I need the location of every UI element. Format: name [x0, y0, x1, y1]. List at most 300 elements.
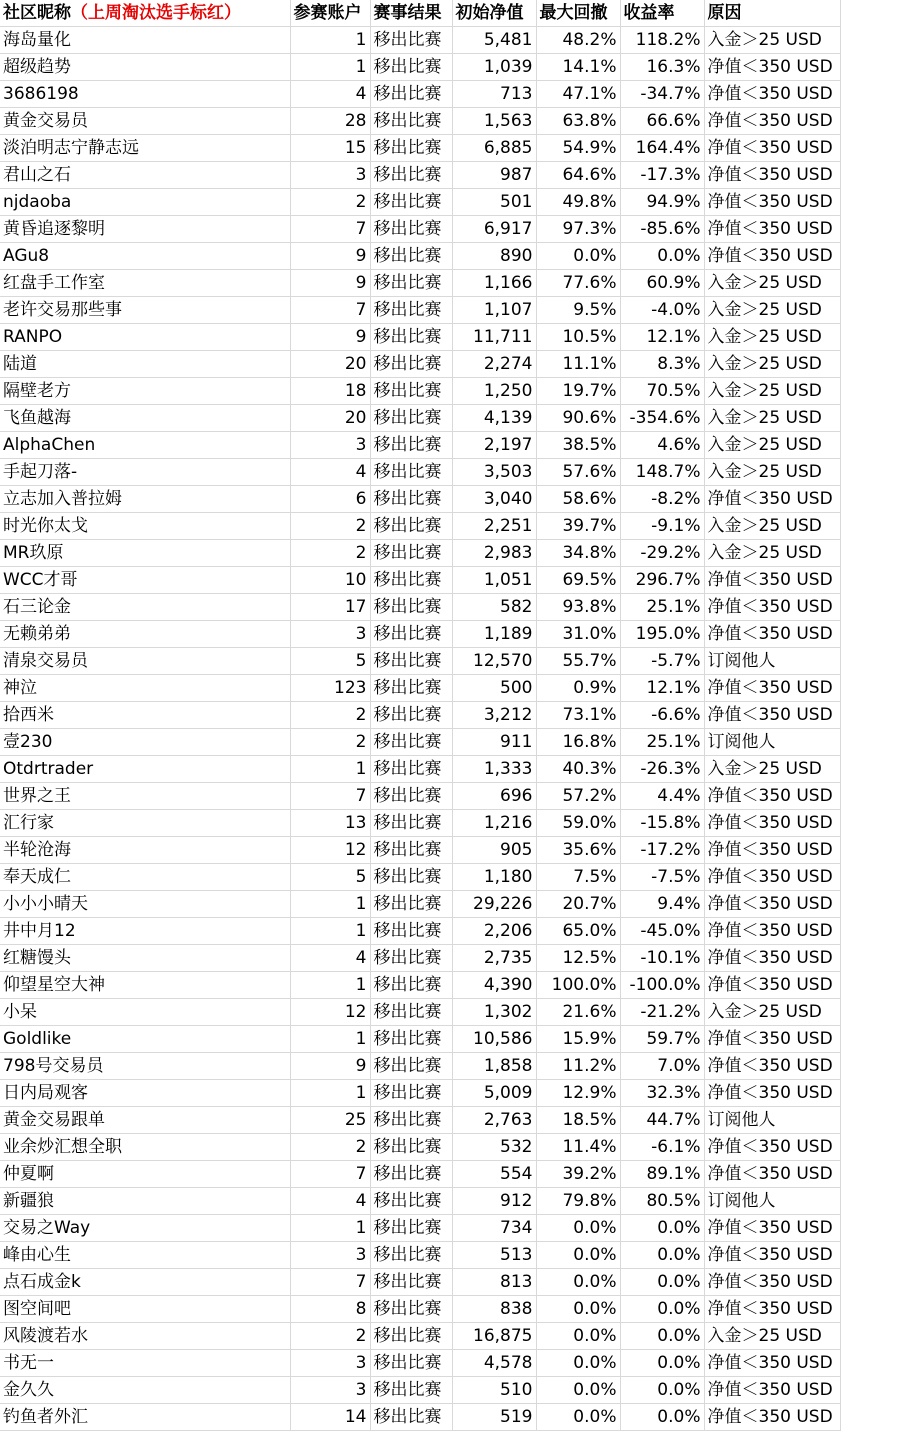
cell-return-rate: -26.3%: [620, 756, 704, 783]
cell-max-drawdown: 0.0%: [536, 1377, 620, 1404]
cell-accounts: 1: [290, 1026, 370, 1053]
cell-initial-nav: 500: [452, 675, 536, 702]
cell-name: 黄昏追逐黎明: [0, 216, 290, 243]
cell-accounts: 2: [290, 540, 370, 567]
cell-accounts: 1: [290, 1080, 370, 1107]
header-initial-nav: 初始净值: [452, 0, 536, 27]
table-row: [0, 648, 840, 675]
table-row: [0, 1350, 840, 1377]
cell-return-rate: -100.0%: [620, 972, 704, 999]
cell-result: 移出比赛: [370, 243, 452, 270]
table-row: [0, 756, 840, 783]
cell-reason: 净值＜350 USD: [704, 1161, 840, 1188]
cell-result: 移出比赛: [370, 1188, 452, 1215]
cell-initial-nav: 554: [452, 1161, 536, 1188]
cell-accounts: 3: [290, 162, 370, 189]
cell-reason: 入金＞25 USD: [704, 27, 840, 54]
cell-name: 红盘手工作室: [0, 270, 290, 297]
cell-reason: 净值＜350 USD: [704, 1404, 840, 1431]
cell-accounts: 1: [290, 891, 370, 918]
cell-result: 移出比赛: [370, 378, 452, 405]
cell-accounts: 4: [290, 81, 370, 108]
cell-max-drawdown: 63.8%: [536, 108, 620, 135]
table-row: [0, 1053, 840, 1080]
cell-max-drawdown: 69.5%: [536, 567, 620, 594]
table-row: [0, 108, 840, 135]
cell-result: 移出比赛: [370, 702, 452, 729]
cell-return-rate: -17.3%: [620, 162, 704, 189]
cell-result: 移出比赛: [370, 1134, 452, 1161]
cell-name: 君山之石: [0, 162, 290, 189]
cell-reason: 入金＞25 USD: [704, 324, 840, 351]
cell-result: 移出比赛: [370, 216, 452, 243]
cell-name: 日内局观客: [0, 1080, 290, 1107]
cell-result: 移出比赛: [370, 486, 452, 513]
cell-reason: 净值＜350 USD: [704, 702, 840, 729]
cell-return-rate: -8.2%: [620, 486, 704, 513]
cell-result: 移出比赛: [370, 810, 452, 837]
cell-max-drawdown: 9.5%: [536, 297, 620, 324]
cell-accounts: 2: [290, 513, 370, 540]
cell-name: 交易之Way: [0, 1215, 290, 1242]
cell-initial-nav: 890: [452, 243, 536, 270]
table-row: [0, 918, 840, 945]
cell-name: 老许交易那些事: [0, 297, 290, 324]
cell-result: 移出比赛: [370, 756, 452, 783]
cell-reason: 净值＜350 USD: [704, 1269, 840, 1296]
cell-reason: 净值＜350 USD: [704, 675, 840, 702]
cell-max-drawdown: 12.5%: [536, 945, 620, 972]
cell-accounts: 2: [290, 702, 370, 729]
table-row: [0, 189, 840, 216]
cell-reason: 净值＜350 USD: [704, 162, 840, 189]
cell-initial-nav: 501: [452, 189, 536, 216]
cell-initial-nav: 29,226: [452, 891, 536, 918]
cell-initial-nav: 1,250: [452, 378, 536, 405]
cell-return-rate: -6.6%: [620, 702, 704, 729]
cell-max-drawdown: 0.9%: [536, 675, 620, 702]
cell-accounts: 2: [290, 1134, 370, 1161]
cell-reason: 净值＜350 USD: [704, 1215, 840, 1242]
table-row: [0, 1296, 840, 1323]
cell-name: 世界之王: [0, 783, 290, 810]
cell-reason: 订阅他人: [704, 648, 840, 675]
cell-initial-nav: 987: [452, 162, 536, 189]
cell-max-drawdown: 79.8%: [536, 1188, 620, 1215]
cell-result: 移出比赛: [370, 405, 452, 432]
cell-initial-nav: 905: [452, 837, 536, 864]
cell-result: 移出比赛: [370, 459, 452, 486]
cell-name: 奉天成仁: [0, 864, 290, 891]
cell-return-rate: 164.4%: [620, 135, 704, 162]
cell-name: 书无一: [0, 1350, 290, 1377]
cell-name: 壹230: [0, 729, 290, 756]
cell-reason: 净值＜350 USD: [704, 891, 840, 918]
cell-result: 移出比赛: [370, 135, 452, 162]
cell-max-drawdown: 35.6%: [536, 837, 620, 864]
cell-initial-nav: 4,390: [452, 972, 536, 999]
cell-return-rate: 9.4%: [620, 891, 704, 918]
table-row: [0, 1134, 840, 1161]
cell-initial-nav: 1,039: [452, 54, 536, 81]
cell-result: 移出比赛: [370, 1296, 452, 1323]
cell-name: 飞鱼越海: [0, 405, 290, 432]
cell-reason: 净值＜350 USD: [704, 1242, 840, 1269]
header-name-note: （上周淘汰选手标红）: [71, 3, 241, 23]
cell-accounts: 12: [290, 837, 370, 864]
cell-max-drawdown: 73.1%: [536, 702, 620, 729]
cell-return-rate: 80.5%: [620, 1188, 704, 1215]
cell-reason: 净值＜350 USD: [704, 783, 840, 810]
cell-max-drawdown: 57.6%: [536, 459, 620, 486]
cell-name: RANPO: [0, 324, 290, 351]
cell-accounts: 25: [290, 1107, 370, 1134]
cell-result: 移出比赛: [370, 1242, 452, 1269]
cell-return-rate: 94.9%: [620, 189, 704, 216]
cell-result: 移出比赛: [370, 891, 452, 918]
cell-return-rate: 66.6%: [620, 108, 704, 135]
cell-reason: 入金＞25 USD: [704, 1323, 840, 1350]
cell-name: 仲夏啊: [0, 1161, 290, 1188]
cell-name: 新疆狼: [0, 1188, 290, 1215]
cell-initial-nav: 1,302: [452, 999, 536, 1026]
cell-reason: 净值＜350 USD: [704, 594, 840, 621]
cell-return-rate: -17.2%: [620, 837, 704, 864]
cell-max-drawdown: 97.3%: [536, 216, 620, 243]
table-row: [0, 351, 840, 378]
cell-name: 隔壁老方: [0, 378, 290, 405]
cell-name: AGu8: [0, 243, 290, 270]
cell-accounts: 14: [290, 1404, 370, 1431]
cell-max-drawdown: 49.8%: [536, 189, 620, 216]
cell-max-drawdown: 47.1%: [536, 81, 620, 108]
cell-reason: 入金＞25 USD: [704, 432, 840, 459]
cell-accounts: 9: [290, 1053, 370, 1080]
table-row: [0, 999, 840, 1026]
table-row: [0, 1161, 840, 1188]
cell-max-drawdown: 65.0%: [536, 918, 620, 945]
cell-max-drawdown: 14.1%: [536, 54, 620, 81]
table-row: [0, 567, 840, 594]
table-row: [0, 945, 840, 972]
cell-max-drawdown: 100.0%: [536, 972, 620, 999]
cell-max-drawdown: 0.0%: [536, 1296, 620, 1323]
table-row: [0, 54, 840, 81]
cell-return-rate: 4.4%: [620, 783, 704, 810]
cell-accounts: 8: [290, 1296, 370, 1323]
table-row: [0, 1269, 840, 1296]
cell-accounts: 10: [290, 567, 370, 594]
cell-return-rate: 70.5%: [620, 378, 704, 405]
table-row: [0, 486, 840, 513]
cell-result: 移出比赛: [370, 1269, 452, 1296]
cell-initial-nav: 1,107: [452, 297, 536, 324]
cell-accounts: 3: [290, 1350, 370, 1377]
cell-result: 移出比赛: [370, 108, 452, 135]
cell-max-drawdown: 57.2%: [536, 783, 620, 810]
cell-reason: 净值＜350 USD: [704, 486, 840, 513]
cell-result: 移出比赛: [370, 1350, 452, 1377]
cell-accounts: 2: [290, 189, 370, 216]
cell-accounts: 9: [290, 270, 370, 297]
cell-max-drawdown: 15.9%: [536, 1026, 620, 1053]
cell-reason: 入金＞25 USD: [704, 405, 840, 432]
cell-accounts: 20: [290, 405, 370, 432]
cell-result: 移出比赛: [370, 1080, 452, 1107]
cell-initial-nav: 911: [452, 729, 536, 756]
cell-return-rate: 296.7%: [620, 567, 704, 594]
cell-name: 石三论金: [0, 594, 290, 621]
cell-name: 红糖馒头: [0, 945, 290, 972]
cell-initial-nav: 2,206: [452, 918, 536, 945]
cell-initial-nav: 838: [452, 1296, 536, 1323]
cell-return-rate: 148.7%: [620, 459, 704, 486]
cell-initial-nav: 532: [452, 1134, 536, 1161]
cell-initial-nav: 12,570: [452, 648, 536, 675]
cell-max-drawdown: 64.6%: [536, 162, 620, 189]
cell-result: 移出比赛: [370, 297, 452, 324]
cell-max-drawdown: 12.9%: [536, 1080, 620, 1107]
table-row: [0, 837, 840, 864]
table-row: [0, 972, 840, 999]
cell-accounts: 17: [290, 594, 370, 621]
cell-result: 移出比赛: [370, 81, 452, 108]
cell-initial-nav: 2,197: [452, 432, 536, 459]
cell-return-rate: -6.1%: [620, 1134, 704, 1161]
cell-initial-nav: 2,274: [452, 351, 536, 378]
cell-reason: 入金＞25 USD: [704, 378, 840, 405]
cell-initial-nav: 4,578: [452, 1350, 536, 1377]
table-row: [0, 702, 840, 729]
cell-name: 图空间吧: [0, 1296, 290, 1323]
cell-initial-nav: 519: [452, 1404, 536, 1431]
cell-return-rate: 0.0%: [620, 1296, 704, 1323]
cell-max-drawdown: 0.0%: [536, 1350, 620, 1377]
cell-reason: 净值＜350 USD: [704, 810, 840, 837]
cell-name: 3686198: [0, 81, 290, 108]
cell-initial-nav: 5,481: [452, 27, 536, 54]
cell-max-drawdown: 19.7%: [536, 378, 620, 405]
cell-name: 钓鱼者外汇: [0, 1404, 290, 1431]
cell-return-rate: 0.0%: [620, 1404, 704, 1431]
cell-max-drawdown: 0.0%: [536, 1269, 620, 1296]
cell-initial-nav: 10,586: [452, 1026, 536, 1053]
table-row: [0, 675, 840, 702]
cell-name: AlphaChen: [0, 432, 290, 459]
table-row: [0, 27, 840, 54]
cell-result: 移出比赛: [370, 513, 452, 540]
cell-result: 移出比赛: [370, 783, 452, 810]
cell-initial-nav: 1,333: [452, 756, 536, 783]
cell-reason: 净值＜350 USD: [704, 135, 840, 162]
cell-accounts: 5: [290, 648, 370, 675]
table-row: [0, 864, 840, 891]
cell-initial-nav: 6,885: [452, 135, 536, 162]
cell-initial-nav: 1,166: [452, 270, 536, 297]
cell-return-rate: 0.0%: [620, 1242, 704, 1269]
table-row: [0, 1080, 840, 1107]
cell-return-rate: 4.6%: [620, 432, 704, 459]
table-row: [0, 378, 840, 405]
cell-accounts: 15: [290, 135, 370, 162]
cell-reason: 净值＜350 USD: [704, 54, 840, 81]
cell-reason: 净值＜350 USD: [704, 1377, 840, 1404]
cell-max-drawdown: 93.8%: [536, 594, 620, 621]
table-row: [0, 513, 840, 540]
cell-name: 神泣: [0, 675, 290, 702]
cell-max-drawdown: 34.8%: [536, 540, 620, 567]
cell-initial-nav: 813: [452, 1269, 536, 1296]
cell-result: 移出比赛: [370, 1161, 452, 1188]
cell-reason: 净值＜350 USD: [704, 945, 840, 972]
table-row: [0, 243, 840, 270]
cell-return-rate: 118.2%: [620, 27, 704, 54]
cell-result: 移出比赛: [370, 1377, 452, 1404]
table-row: [0, 81, 840, 108]
cell-accounts: 123: [290, 675, 370, 702]
cell-max-drawdown: 39.2%: [536, 1161, 620, 1188]
table-row: [0, 1188, 840, 1215]
cell-return-rate: 0.0%: [620, 1269, 704, 1296]
cell-return-rate: -29.2%: [620, 540, 704, 567]
cell-result: 移出比赛: [370, 432, 452, 459]
cell-accounts: 1: [290, 54, 370, 81]
cell-return-rate: 12.1%: [620, 675, 704, 702]
cell-initial-nav: 1,216: [452, 810, 536, 837]
table-row: [0, 1026, 840, 1053]
cell-initial-nav: 4,139: [452, 405, 536, 432]
cell-reason: 净值＜350 USD: [704, 243, 840, 270]
cell-initial-nav: 11,711: [452, 324, 536, 351]
table-row: [0, 1323, 840, 1350]
cell-name: 金久久: [0, 1377, 290, 1404]
cell-max-drawdown: 39.7%: [536, 513, 620, 540]
cell-initial-nav: 510: [452, 1377, 536, 1404]
header-row: [0, 0, 840, 27]
cell-result: 移出比赛: [370, 351, 452, 378]
cell-initial-nav: 2,983: [452, 540, 536, 567]
cell-return-rate: -5.7%: [620, 648, 704, 675]
cell-result: 移出比赛: [370, 270, 452, 297]
cell-result: 移出比赛: [370, 594, 452, 621]
cell-accounts: 28: [290, 108, 370, 135]
cell-name: 手起刀落-: [0, 459, 290, 486]
cell-initial-nav: 3,040: [452, 486, 536, 513]
cell-max-drawdown: 48.2%: [536, 27, 620, 54]
cell-initial-nav: 2,251: [452, 513, 536, 540]
cell-initial-nav: 5,009: [452, 1080, 536, 1107]
cell-accounts: 9: [290, 324, 370, 351]
cell-initial-nav: 1,180: [452, 864, 536, 891]
cell-reason: 净值＜350 USD: [704, 189, 840, 216]
cell-reason: 净值＜350 USD: [704, 108, 840, 135]
cell-name: 清泉交易员: [0, 648, 290, 675]
table-row: [0, 1242, 840, 1269]
cell-name: Goldlike: [0, 1026, 290, 1053]
cell-initial-nav: 734: [452, 1215, 536, 1242]
cell-accounts: 3: [290, 1242, 370, 1269]
cell-max-drawdown: 0.0%: [536, 1242, 620, 1269]
cell-return-rate: 32.3%: [620, 1080, 704, 1107]
cell-name: 拾西米: [0, 702, 290, 729]
cell-result: 移出比赛: [370, 1215, 452, 1242]
cell-accounts: 7: [290, 216, 370, 243]
cell-reason: 净值＜350 USD: [704, 1296, 840, 1323]
cell-result: 移出比赛: [370, 162, 452, 189]
cell-reason: 净值＜350 USD: [704, 1134, 840, 1161]
cell-return-rate: -4.0%: [620, 297, 704, 324]
cell-name: MR玖原: [0, 540, 290, 567]
cell-reason: 净值＜350 USD: [704, 621, 840, 648]
cell-initial-nav: 1,051: [452, 567, 536, 594]
cell-accounts: 1: [290, 756, 370, 783]
cell-return-rate: -34.7%: [620, 81, 704, 108]
header-reason: 原因: [704, 0, 840, 27]
cell-max-drawdown: 0.0%: [536, 1215, 620, 1242]
cell-result: 移出比赛: [370, 621, 452, 648]
cell-name: 峰由心生: [0, 1242, 290, 1269]
cell-max-drawdown: 20.7%: [536, 891, 620, 918]
cell-accounts: 3: [290, 432, 370, 459]
cell-max-drawdown: 77.6%: [536, 270, 620, 297]
cell-accounts: 7: [290, 783, 370, 810]
cell-return-rate: 0.0%: [620, 1215, 704, 1242]
cell-max-drawdown: 11.1%: [536, 351, 620, 378]
cell-name: 半轮沧海: [0, 837, 290, 864]
cell-name: 798号交易员: [0, 1053, 290, 1080]
cell-result: 移出比赛: [370, 567, 452, 594]
cell-reason: 净值＜350 USD: [704, 1080, 840, 1107]
table-row: [0, 540, 840, 567]
cell-max-drawdown: 58.6%: [536, 486, 620, 513]
header-accounts: 参赛账户: [290, 0, 370, 27]
cell-max-drawdown: 10.5%: [536, 324, 620, 351]
cell-accounts: 9: [290, 243, 370, 270]
cell-max-drawdown: 11.4%: [536, 1134, 620, 1161]
cell-initial-nav: 1,563: [452, 108, 536, 135]
cell-reason: 净值＜350 USD: [704, 1053, 840, 1080]
cell-accounts: 1: [290, 27, 370, 54]
cell-reason: 净值＜350 USD: [704, 81, 840, 108]
cell-name: Otdrtrader: [0, 756, 290, 783]
cell-accounts: 3: [290, 1377, 370, 1404]
cell-initial-nav: 713: [452, 81, 536, 108]
cell-return-rate: -354.6%: [620, 405, 704, 432]
header-name-label: 社区昵称: [3, 3, 71, 23]
cell-return-rate: 195.0%: [620, 621, 704, 648]
cell-initial-nav: 2,735: [452, 945, 536, 972]
header-result: 赛事结果: [370, 0, 452, 27]
cell-initial-nav: 3,503: [452, 459, 536, 486]
cell-max-drawdown: 31.0%: [536, 621, 620, 648]
cell-max-drawdown: 21.6%: [536, 999, 620, 1026]
cell-return-rate: 0.0%: [620, 1377, 704, 1404]
cell-max-drawdown: 54.9%: [536, 135, 620, 162]
cell-reason: 入金＞25 USD: [704, 756, 840, 783]
cell-return-rate: 25.1%: [620, 729, 704, 756]
cell-accounts: 1: [290, 972, 370, 999]
cell-return-rate: -85.6%: [620, 216, 704, 243]
cell-accounts: 18: [290, 378, 370, 405]
cell-initial-nav: 1,858: [452, 1053, 536, 1080]
cell-initial-nav: 912: [452, 1188, 536, 1215]
cell-reason: 净值＜350 USD: [704, 1026, 840, 1053]
cell-accounts: 12: [290, 999, 370, 1026]
cell-reason: 入金＞25 USD: [704, 297, 840, 324]
cell-result: 移出比赛: [370, 54, 452, 81]
table-row: [0, 1215, 840, 1242]
cell-reason: 净值＜350 USD: [704, 567, 840, 594]
